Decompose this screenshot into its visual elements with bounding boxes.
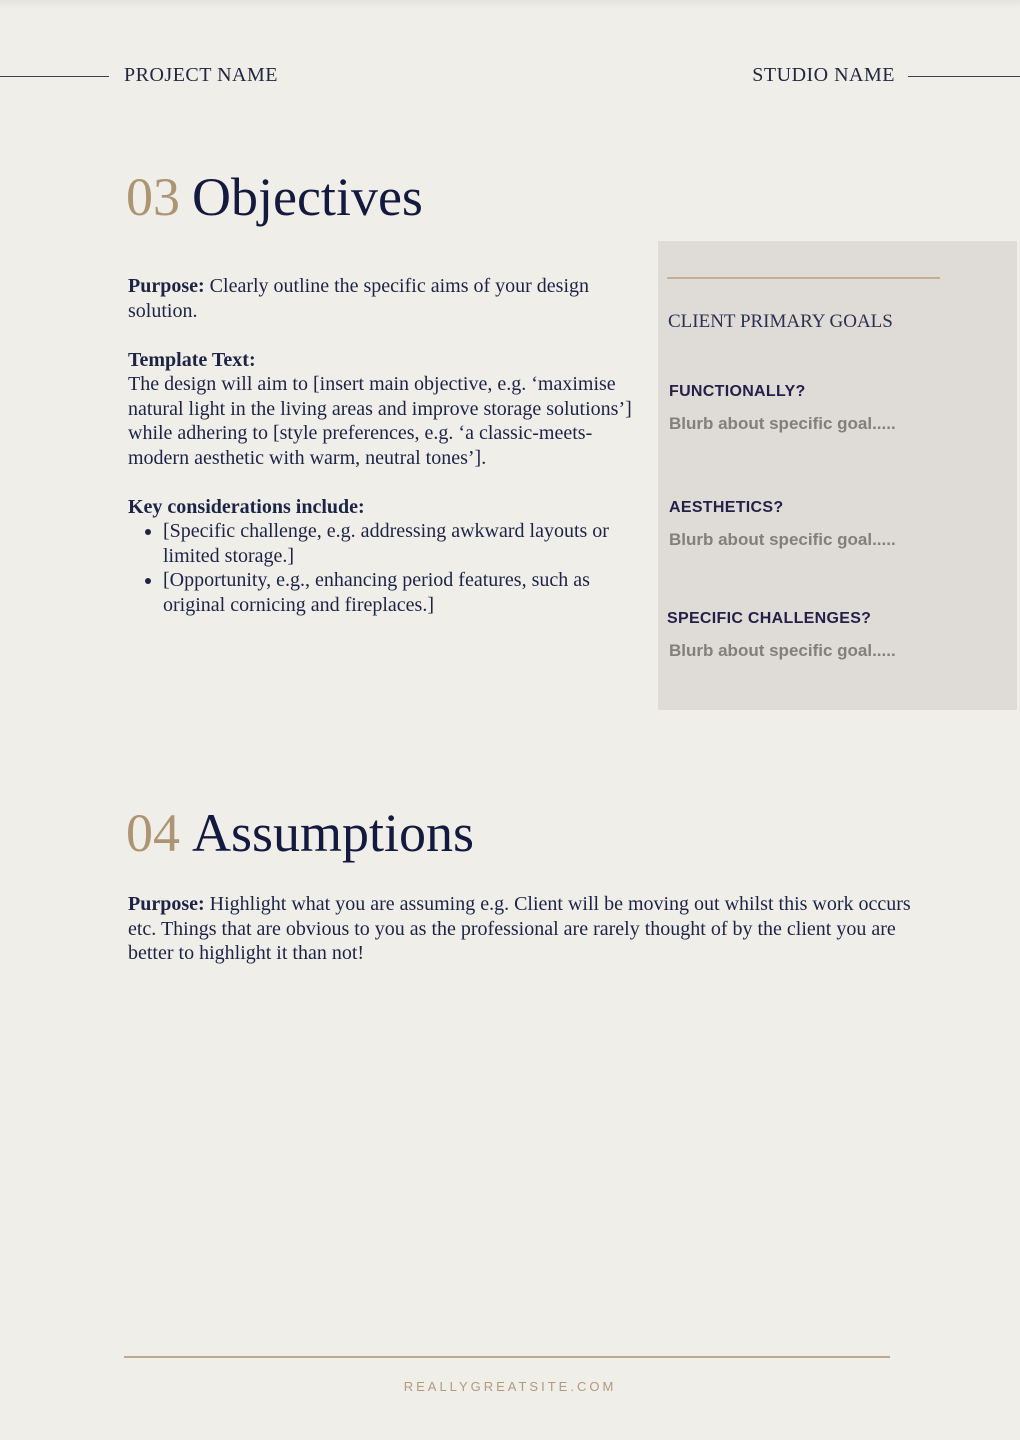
goal-aesthetics-blurb: Blurb about specific goal..... xyxy=(669,530,896,549)
objectives-purpose xyxy=(128,274,643,323)
assumptions-purpose-text: Highlight what you are assuming e.g. Client will be moving out whilst this work occurs etc. Things that are obvious to you as the professional are rarely thought of by the client you are better to highlight it than not! xyxy=(128,893,911,964)
template-text-body: The design will aim to [insert main objective, e.g. ‘maximise natural light in the living areas and improve storage solutions’] while adhering to [style preferences, e.g. ‘a classic-meets-modern aesthetic with warm, neutral tones’]. xyxy=(128,373,632,469)
goal-functionally-label: FUNCTIONALLY? xyxy=(669,383,806,400)
objectives-number: 03 xyxy=(126,167,180,227)
template-text-label: Template Text: xyxy=(128,348,256,371)
footer-rule xyxy=(124,1356,890,1358)
key-considerations-list xyxy=(128,519,643,617)
objectives-purpose-text: Clearly outline the specific aims of your design solution. xyxy=(128,275,590,322)
assumptions-purpose xyxy=(128,892,923,966)
header-right-rule xyxy=(908,76,1020,77)
assumptions-heading xyxy=(126,803,475,863)
header-left-rule xyxy=(0,76,109,77)
client-goals-panel xyxy=(658,241,1017,710)
client-goals-title: CLIENT PRIMARY GOALS xyxy=(668,311,893,332)
assumptions-title: Assumptions xyxy=(192,803,475,863)
objectives-heading xyxy=(126,167,423,227)
goal-aesthetics-label: AESTHETICS? xyxy=(669,499,784,516)
list-item: • [Opportunity, e.g., enhancing period features, such as original cornicing and fireplaces.] xyxy=(163,568,643,617)
objectives-purpose-label: Purpose: xyxy=(128,275,205,297)
assumptions-purpose-label: Purpose: xyxy=(128,893,205,915)
list-item: • [Specific challenge, e.g. addressing awkward layouts or limited storage.] xyxy=(163,519,643,568)
assumptions-number: 04 xyxy=(126,803,180,863)
footer-url[interactable]: REALLYGREATSITE.COM xyxy=(403,1379,617,1394)
objectives-body xyxy=(128,274,643,617)
goal-challenges-blurb: Blurb about specific goal..... xyxy=(669,641,896,660)
goal-challenges-label: SPECIFIC CHALLENGES? xyxy=(667,610,872,627)
page-top-shadow xyxy=(0,0,1020,8)
goal-functionally-blurb: Blurb about specific goal..... xyxy=(669,414,896,433)
assumptions-body xyxy=(128,892,923,966)
template-text-block xyxy=(128,348,643,471)
objectives-title: Objectives xyxy=(192,167,423,227)
studio-name: STUDIO NAME xyxy=(752,64,895,86)
project-name: PROJECT NAME xyxy=(124,64,278,86)
panel-accent-rule xyxy=(667,277,940,279)
key-considerations-label: Key considerations include: xyxy=(128,495,365,518)
